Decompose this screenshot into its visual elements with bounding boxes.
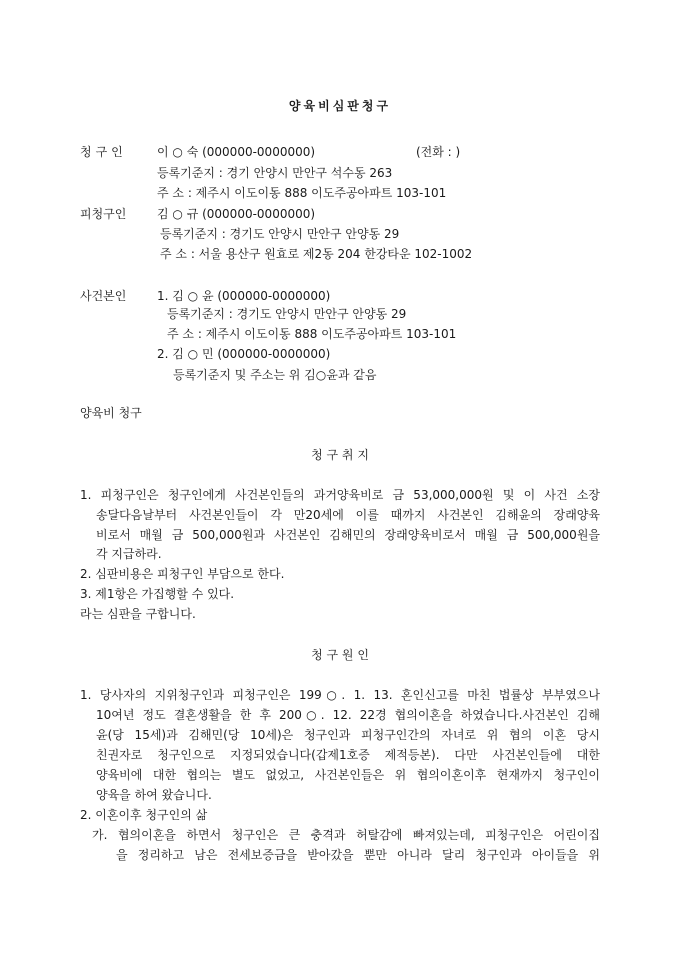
principal-1-registry: 등록기준지 : 경기도 안양시 만안구 안양동 29 (167, 307, 407, 321)
cause-item1-line5: 양육비에 대한 협의는 별도 없었고, 사건본인들은 위 협의이혼이후 현재까지 청구인이 (96, 768, 600, 782)
respondent-registry: 등록기준지 : 경기도 안양시 만안구 안양동 29 (160, 227, 400, 241)
purpose-item1-line3: 비로서 매월 금 500,000원과 사건본인 김해민의 장래양육비로서 매월 금 500,000원을 (96, 528, 600, 542)
claimant-name: 이 ○ 숙 (000000-0000000) (157, 145, 316, 159)
purpose-item1-line4: 각 지급하라. (96, 547, 162, 561)
purpose-item2: 2. 심판비용은 피청구인 부담으로 한다. (80, 567, 285, 581)
principals-label: 사건본인 (80, 289, 127, 303)
purpose-heading: 청 구 취 지 (311, 448, 369, 462)
claimant-address: 주 소 : 제주시 이도이동 888 이도주공아파트 103-101 (157, 186, 447, 200)
cause-item1-line3: 윤(당 15세)과 김해민(당 10세)은 청구인과 피청구인간의 자녀로 위 협의 이혼 당시 (96, 728, 600, 742)
purpose-closing: 라는 심판을 구합니다. (80, 607, 196, 621)
respondent-label: 피청구인 (80, 207, 127, 221)
cause-item1-line1: 1. 당사자의 지위청구인과 피청구인은 199○. 1. 13. 혼인신고를 마친 법률상 부부였으나 (80, 688, 600, 702)
cause-item2a-line2: 을 정리하고 남은 전세보증금을 받아갔을 뿐만 아니라 달리 청구인과 아이들을 위 (116, 848, 600, 862)
claimant-phone: (전화 : ) (416, 145, 461, 159)
cause-item2a-line1: 가. 협의이혼을 하면서 청구인은 큰 충격과 허탈감에 빠져있는데, 피청구인은 어린이집 (92, 828, 600, 842)
principal-1-address: 주 소 : 제주시 이도이동 888 이도주공아파트 103-101 (167, 327, 457, 341)
purpose-item3: 3. 제1항은 가집행할 수 있다. (80, 587, 235, 601)
cause-item1-line4: 친권자로 청구인으로 지정되었습니다(갑제1호증 제적등본). 다만 사건본인들에 대한 (96, 748, 600, 762)
cause-item1-line6: 양육을 하여 왔습니다. (96, 788, 212, 802)
principal-2-name: 2. 김 ○ 민 (000000-0000000) (157, 347, 331, 361)
principal-2-note: 등록기준지 및 주소는 위 김○윤과 같음 (173, 368, 377, 382)
purpose-item1-line1: 1. 피청구인은 청구인에게 사건본인들의 과거양육비로 금 53,000,000원 및 이 사건 소장 (80, 488, 600, 502)
respondent-address: 주 소 : 서울 용산구 원효로 제2동 204 한강타운 102-1002 (160, 247, 473, 261)
document-title: 양육비심판청구 (288, 99, 392, 113)
respondent-name: 김 ○ 규 (000000-0000000) (157, 207, 316, 221)
principal-1-name: 1. 김 ○ 윤 (000000-0000000) (157, 289, 331, 303)
purpose-item1-line2: 송달다음날부터 사건본인들이 각 만20세에 이를 때까지 사건본인 김해윤의 장래양육 (96, 508, 600, 522)
cause-heading: 청 구 원 인 (311, 648, 369, 662)
cause-item1-line2: 10여년 정도 결혼생활을 한 후 200○. 12. 22경 협의이혼을 하였습니다.사건본인 김해 (96, 708, 600, 722)
claimant-registry: 등록기준지 : 경기 안양시 만안구 석수동 263 (157, 166, 393, 180)
claimant-label: 청구인 (80, 145, 127, 159)
cause-item2: 2. 이혼이후 청구인의 삶 (80, 808, 208, 822)
claim-type: 양육비 청구 (80, 406, 142, 420)
